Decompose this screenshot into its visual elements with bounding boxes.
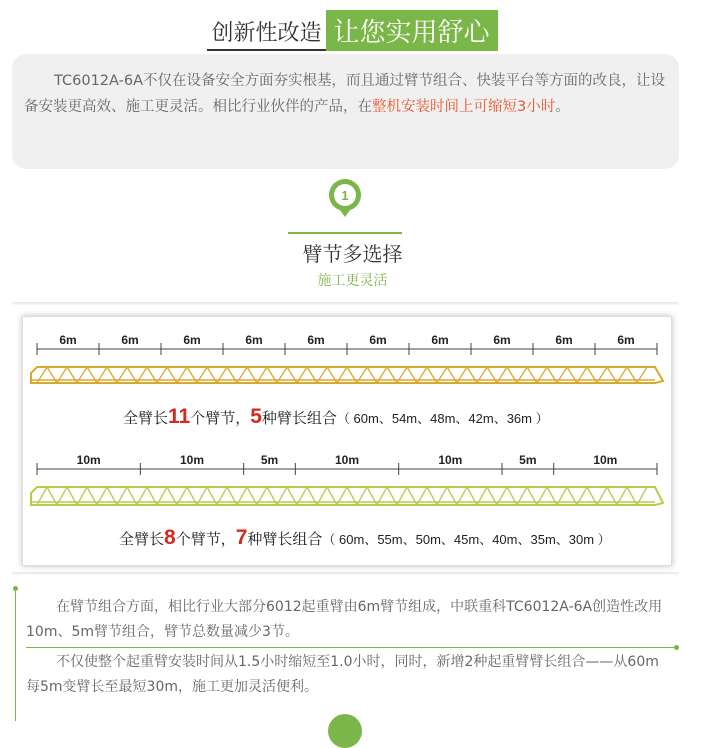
row1-combo-text: 种臂长组合 bbox=[261, 410, 337, 427]
r1-segment-label: 6m bbox=[555, 333, 573, 347]
header-title-part2: 让您实用舒心 bbox=[326, 10, 498, 51]
header-title-part1: 创新性改造 bbox=[207, 16, 325, 51]
page-header bbox=[0, 10, 705, 46]
section-subtitle: 施工更灵活 bbox=[317, 273, 388, 289]
r1-segment-label: 6m bbox=[59, 333, 77, 347]
r1-segment-label: 6m bbox=[183, 333, 201, 347]
r2-segment-label: 10m bbox=[76, 453, 101, 467]
r1-segment-label: 6m bbox=[369, 333, 387, 347]
jib-diagram-svg bbox=[23, 317, 671, 565]
section-underline bbox=[288, 232, 402, 234]
row1-count: 11 bbox=[168, 405, 191, 428]
r1-segment-label: 6m bbox=[617, 333, 635, 347]
r1-segment-label: 6m bbox=[493, 333, 511, 347]
row2-caption bbox=[119, 526, 611, 549]
paragraph-2: 不仅使整个起重臂安装时间从1.5小时缩短至1.0小时，同时，新增2种起重臂臂长组合——从60m每5m变臂长至最短30m，施工更加灵活便利。 bbox=[26, 654, 659, 695]
row2-lengths: （ 60m、55m、50m、45m、40m、35m、30m ） bbox=[322, 532, 611, 547]
r1-segment-label: 6m bbox=[431, 333, 449, 347]
r1-segment-label: 6m bbox=[121, 333, 139, 347]
divider bbox=[12, 572, 679, 575]
divider bbox=[12, 302, 679, 305]
jib-diagram bbox=[22, 316, 672, 566]
row1-combo-count: 5 bbox=[250, 405, 262, 428]
timeline-dot bbox=[13, 586, 18, 591]
r2-segment-label: 10m bbox=[334, 453, 360, 467]
intro-text: TC6012A-6A不仅在设备安全方面夯实根基，而且通过臂节组合、快装平台等方面的改良，让设备安装更高效、施工更灵活。相比行业伙伴的产品，在 bbox=[24, 73, 666, 115]
row2-unit-text: 个臂节， bbox=[175, 531, 236, 548]
row1-jib-truss bbox=[31, 367, 663, 383]
row2-combo-count: 7 bbox=[235, 526, 248, 549]
intro-highlight: 整机安装时间上可缩短3小时 bbox=[372, 99, 556, 115]
paragraph-divider bbox=[26, 647, 676, 648]
r2-segment-label: 5m bbox=[519, 453, 537, 467]
row1-unit-text: 个臂节， bbox=[190, 410, 251, 427]
section-title: 臂节多选择 bbox=[302, 242, 403, 266]
r2-segment-label: 10m bbox=[179, 453, 205, 467]
intro-box bbox=[12, 54, 679, 169]
row1-caption-prefix: 全臂长 bbox=[123, 410, 169, 427]
row2-jib-truss bbox=[31, 487, 663, 505]
r1-segment-label: 6m bbox=[245, 333, 263, 347]
next-section-pin-icon bbox=[328, 714, 362, 748]
section-number: 1 bbox=[341, 188, 349, 203]
r2-segment-label: 5m bbox=[260, 453, 279, 467]
paragraph-1: 在臂节组合方面，相比行业大部分6012起重臂由6m臂节组成，中联重科TC6012A-6A创造性改用10m、5m臂节组合，臂节总数量减少3节。 bbox=[26, 599, 663, 640]
row2-count: 8 bbox=[164, 526, 176, 549]
r1-segment-label: 6m bbox=[307, 333, 325, 347]
r2-segment-label: 10m bbox=[593, 453, 618, 467]
row1-lengths: （ 60m、54m、48m、42m、36m ） bbox=[336, 411, 549, 426]
intro-text-end: 。 bbox=[555, 99, 570, 115]
row2-caption-prefix: 全臂长 bbox=[119, 531, 165, 548]
location-pin-icon bbox=[324, 177, 366, 219]
timeline-line bbox=[15, 588, 16, 721]
row2-combo-text: 种臂长组合 bbox=[247, 531, 323, 548]
row1-caption bbox=[123, 405, 549, 428]
r2-segment-label: 10m bbox=[438, 453, 463, 467]
